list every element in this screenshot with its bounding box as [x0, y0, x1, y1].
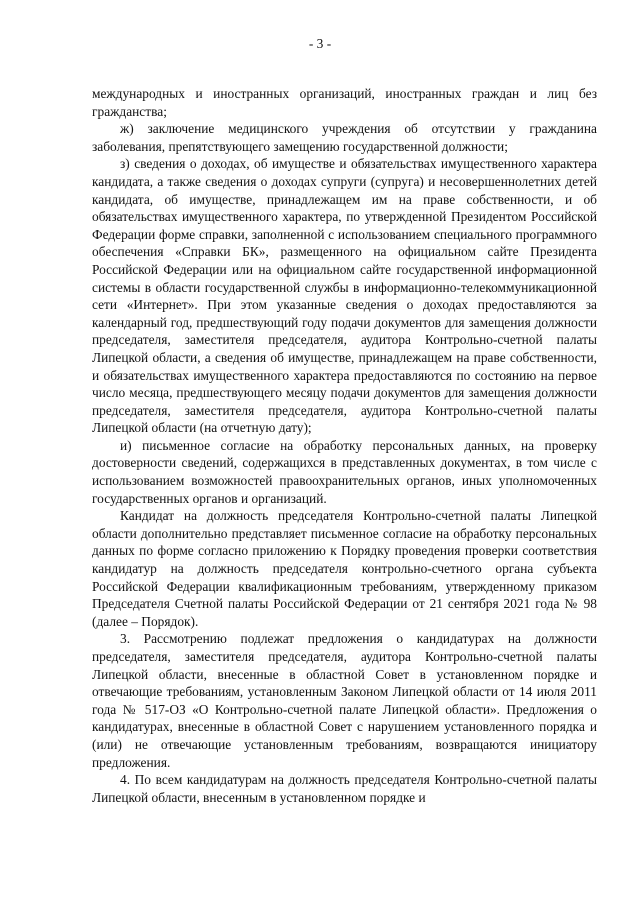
paragraph-item-zh: ж) заключение медицинского учреждения об отсутствии у гражданина заболевания, препятствующего замещению государственной должности;	[92, 121, 597, 154]
page-number: - 3 -	[308, 36, 332, 51]
document-body	[92, 85, 597, 806]
paragraph-chairman-consent: Кандидат на должность председателя Контрольно-счетной палаты Липецкой области дополнительно представляет письменное согласие на обработку персональных данных по форме согласно приложению к Порядку проведения проверки соответствия кандидатур на должность председателя контрольно-счетного органа субъекта Российской Федерации квалификационным требованиям, утвержденному приказом Председателя Счетной палаты Российской Федерации от 21 сентября 2021 года № 98 (далее – Порядок).	[92, 508, 597, 629]
paragraph-section-3: 3. Рассмотрению подлежат предложения о кандидатурах на должности председателя, заместителя председателя, аудитора Контрольно-счетной палаты Липецкой области, внесенные в областной Совет в установленном порядке и отвечающие требованиям, установленным Законом Липецкой области от 14 июля 2011 года № 517-ОЗ «О Контрольно-счетной палате Липецкой области». Предложения о кандидатурах, внесенные в областной Совет с нарушением установленного порядка и (или) не отвечающие установленным требованиям, возвращаются инициатору предложения.	[92, 631, 597, 770]
paragraph-item-i: и) письменное согласие на обработку персональных данных, на проверку достоверности сведений, содержащихся в представленных документах, в том числе с использованием возможностей правоохранительных органов, иных уполномоченных государственных органов и организаций.	[92, 437, 597, 506]
paragraph-item-z: з) сведения о доходах, об имуществе и обязательствах имущественного характера кандидата, а также сведения о доходах супруги (супруга) и несовершеннолетних детей кандидата, об имуществе, принадлежащем им на праве собственности, и об обязательствах имущественного характера, по утвержденной Президентом Российской Федерации форме справки, заполненной с использованием специального программного обеспечения «Справки БК», размещенного на официальном сайте Президента Российской Федерации или на официальном сайте государственной информационной системы в области государственной службы в информационно-телекоммуникационной сети «Интернет». При этом указанные сведения о доходах предоставляются за календарный год, предшествующий году подачи документов для замещения должности председателя, заместителя председателя, аудитора Контрольно-счетной палаты Липецкой области, а сведения об имуществе, принадлежащем на праве собственности, и обязательствах имущественного характера предоставляются по состоянию на первое число месяца, предшествующего месяцу подачи документов для замещения должности председателя, заместителя председателя, аудитора Контрольно-счетной палаты Липецкой области (на отчетную дату);	[92, 156, 597, 436]
paragraph-section-4: 4. По всем кандидатурам на должность председателя Контрольно-счетной палаты Липецкой области, внесенным в установленном порядке и	[92, 772, 597, 805]
paragraph-continued: международных и иностранных организаций, иностранных граждан и лиц без гражданства;	[92, 86, 597, 119]
